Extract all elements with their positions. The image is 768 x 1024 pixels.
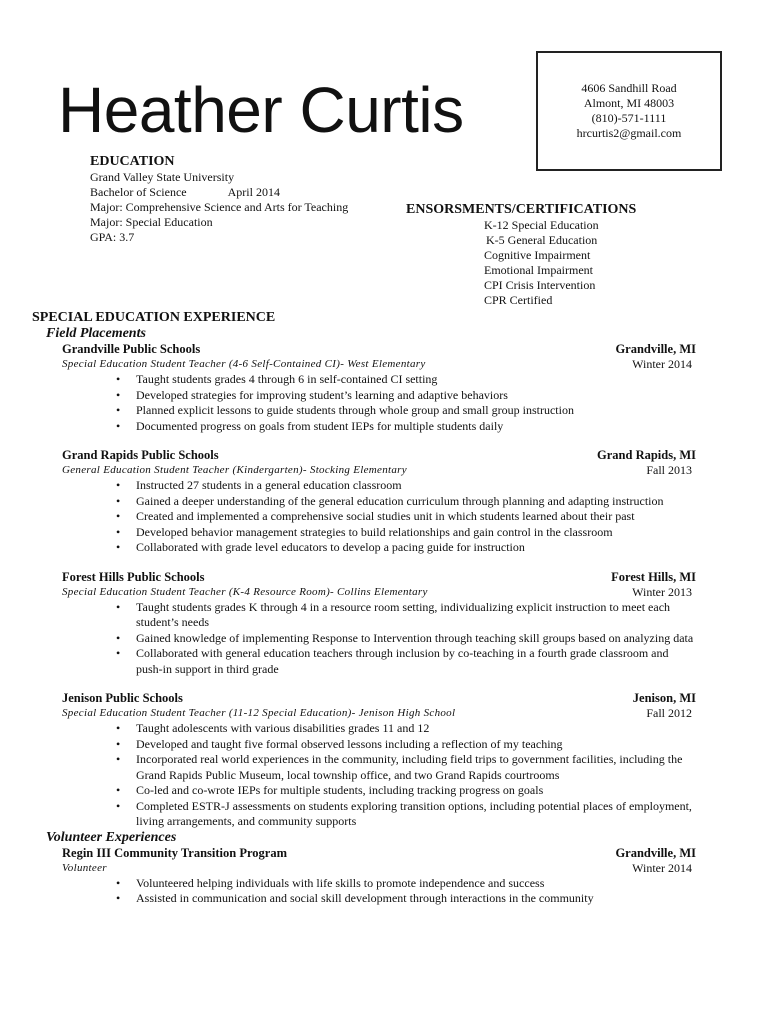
organization: Regin III Community Transition Program — [62, 845, 288, 860]
organization: Forest Hills Public Schools — [62, 569, 205, 584]
bullet-list — [62, 600, 696, 678]
volunteer-title: Volunteer Experiences — [46, 829, 177, 845]
bullet: • Taught students grades K through 4 in a resource room setting, individualizing explicit instruction to meet each student’s needs — [136, 600, 696, 631]
degree-line — [90, 185, 348, 200]
cert-item: Emotional Impairment — [484, 263, 593, 277]
cert-item: K-12 Special Education — [484, 218, 599, 232]
location: Grandville, MI — [615, 342, 696, 356]
bullet: • Assisted in communication and social skill development through interactions in the community — [136, 891, 696, 907]
bullet: • Created and implemented a comprehensive social studies unit in which students learned about their past — [136, 509, 696, 525]
major-2: Major: Special Education — [90, 215, 213, 229]
location: Forest Hills, MI — [611, 569, 696, 584]
bullet: • Collaborated with grade level educators to develop a pacing guide for instruction — [136, 540, 696, 556]
bullet-list — [62, 721, 696, 830]
bullet: • Co-led and co-wrote IEPs for multiple students, including tracking progress on goals — [136, 783, 696, 799]
role: General Education Student Teacher (Kindergarten)- Stocking Elementary — [62, 464, 407, 476]
education-section — [90, 154, 348, 245]
role: Special Education Student Teacher (11-12 Special Education)- Jenison High School — [62, 707, 456, 719]
date: Fall 2012 — [646, 706, 692, 720]
bullet: • Volunteered helping individuals with life skills to promote independence and success — [136, 876, 696, 892]
education-title: EDUCATION — [90, 154, 175, 169]
contact-box — [536, 51, 722, 171]
bullet-list — [62, 478, 696, 556]
job-entry — [32, 691, 696, 830]
address-line: 4606 Sandhill Road — [581, 81, 677, 95]
cert-item: Cognitive Impairment — [484, 248, 591, 262]
degree: Bachelor of Science — [90, 185, 187, 199]
date: Winter 2013 — [632, 584, 692, 599]
city-line: Almont, MI 48003 — [583, 96, 675, 110]
location: Grandville, MI — [615, 845, 696, 860]
cert-item: K-5 General Education — [486, 233, 598, 247]
phone: (810)-571-1111 — [591, 111, 667, 125]
bullet: • Completed ESTR-J assessments on students exploring transition options, including potential places of employment, living arrangements, and community supports — [136, 799, 696, 830]
major-1: Major: Comprehensive Science and Arts for Teaching — [90, 200, 349, 214]
bullet: • Developed strategies for improving student’s learning and adaptive behaviors — [136, 388, 696, 404]
email: hrcurtis2@gmail.com — [576, 126, 682, 140]
bullet: • Instructed 27 students in a general education classroom — [136, 478, 696, 494]
organization: Grand Rapids Public Schools — [62, 448, 219, 462]
bullet: • Taught students grades 4 through 6 in self-contained CI setting — [136, 372, 696, 388]
bullet: • Planned explicit lessons to guide students through whole group and small group instruction — [136, 403, 696, 419]
bullet: • Gained a deeper understanding of the general education curriculum through planning and adapting instruction — [136, 494, 696, 510]
volunteer-entry — [32, 846, 696, 907]
job-entry — [32, 342, 696, 434]
job-entry — [32, 448, 696, 556]
bullet: • Collaborated with general education teachers through inclusion by co-teaching in a fourth grade classroom and push-in support in third grade — [136, 646, 696, 677]
date: Fall 2013 — [646, 463, 692, 477]
gpa: GPA: 3.7 — [90, 230, 135, 244]
role: Volunteer — [62, 861, 107, 874]
field-placements-title: Field Placements — [46, 326, 146, 341]
date: Winter 2014 — [632, 357, 692, 371]
date: Winter 2014 — [632, 860, 692, 875]
bullet: • Developed behavior management strategies to build relationships and gain control in the classroom — [136, 525, 696, 541]
certifications-section — [406, 202, 636, 308]
bullet: • Documented progress on goals from student IEPs for multiple students daily — [136, 419, 696, 435]
cert-item: CPI Crisis Intervention — [484, 278, 596, 292]
organization: Grandville Public Schools — [62, 342, 201, 356]
location: Grand Rapids, MI — [597, 448, 696, 462]
role: Special Education Student Teacher (K-4 Resource Room)- Collins Elementary — [62, 585, 428, 598]
applicant-name: Heather Curtis — [58, 74, 464, 146]
bullet-list — [62, 372, 696, 434]
bullet: • Gained knowledge of implementing Response to Intervention through teaching skill groups based on analyzing data — [136, 631, 696, 647]
organization: Jenison Public Schools — [62, 691, 183, 705]
experience-section — [32, 310, 696, 907]
school-name: Grand Valley State University — [90, 170, 235, 184]
certifications-list — [484, 218, 636, 308]
degree-date: April 2014 — [227, 185, 280, 199]
certifications-title: ENSORSMENTS/CERTIFICATIONS — [406, 202, 637, 217]
bullet: • Incorporated real world experiences in the community, including field trips to government facilities, including the Grand Rapids Public Museum, local township office, and two Grand Rapids courtrooms — [136, 752, 696, 783]
cert-item: CPR Certified — [484, 293, 553, 307]
role: Special Education Student Teacher (4-6 Self-Contained CI)- West Elementary — [62, 358, 426, 370]
job-entry — [32, 570, 696, 678]
experience-title: SPECIAL EDUCATION EXPERIENCE — [32, 310, 276, 325]
location: Jenison, MI — [632, 691, 696, 705]
bullet: • Taught adolescents with various disabilities grades 11 and 12 — [136, 721, 696, 737]
bullet: • Developed and taught five formal observed lessons including a reflection of my teaching — [136, 737, 696, 753]
bullet-list — [62, 876, 696, 907]
